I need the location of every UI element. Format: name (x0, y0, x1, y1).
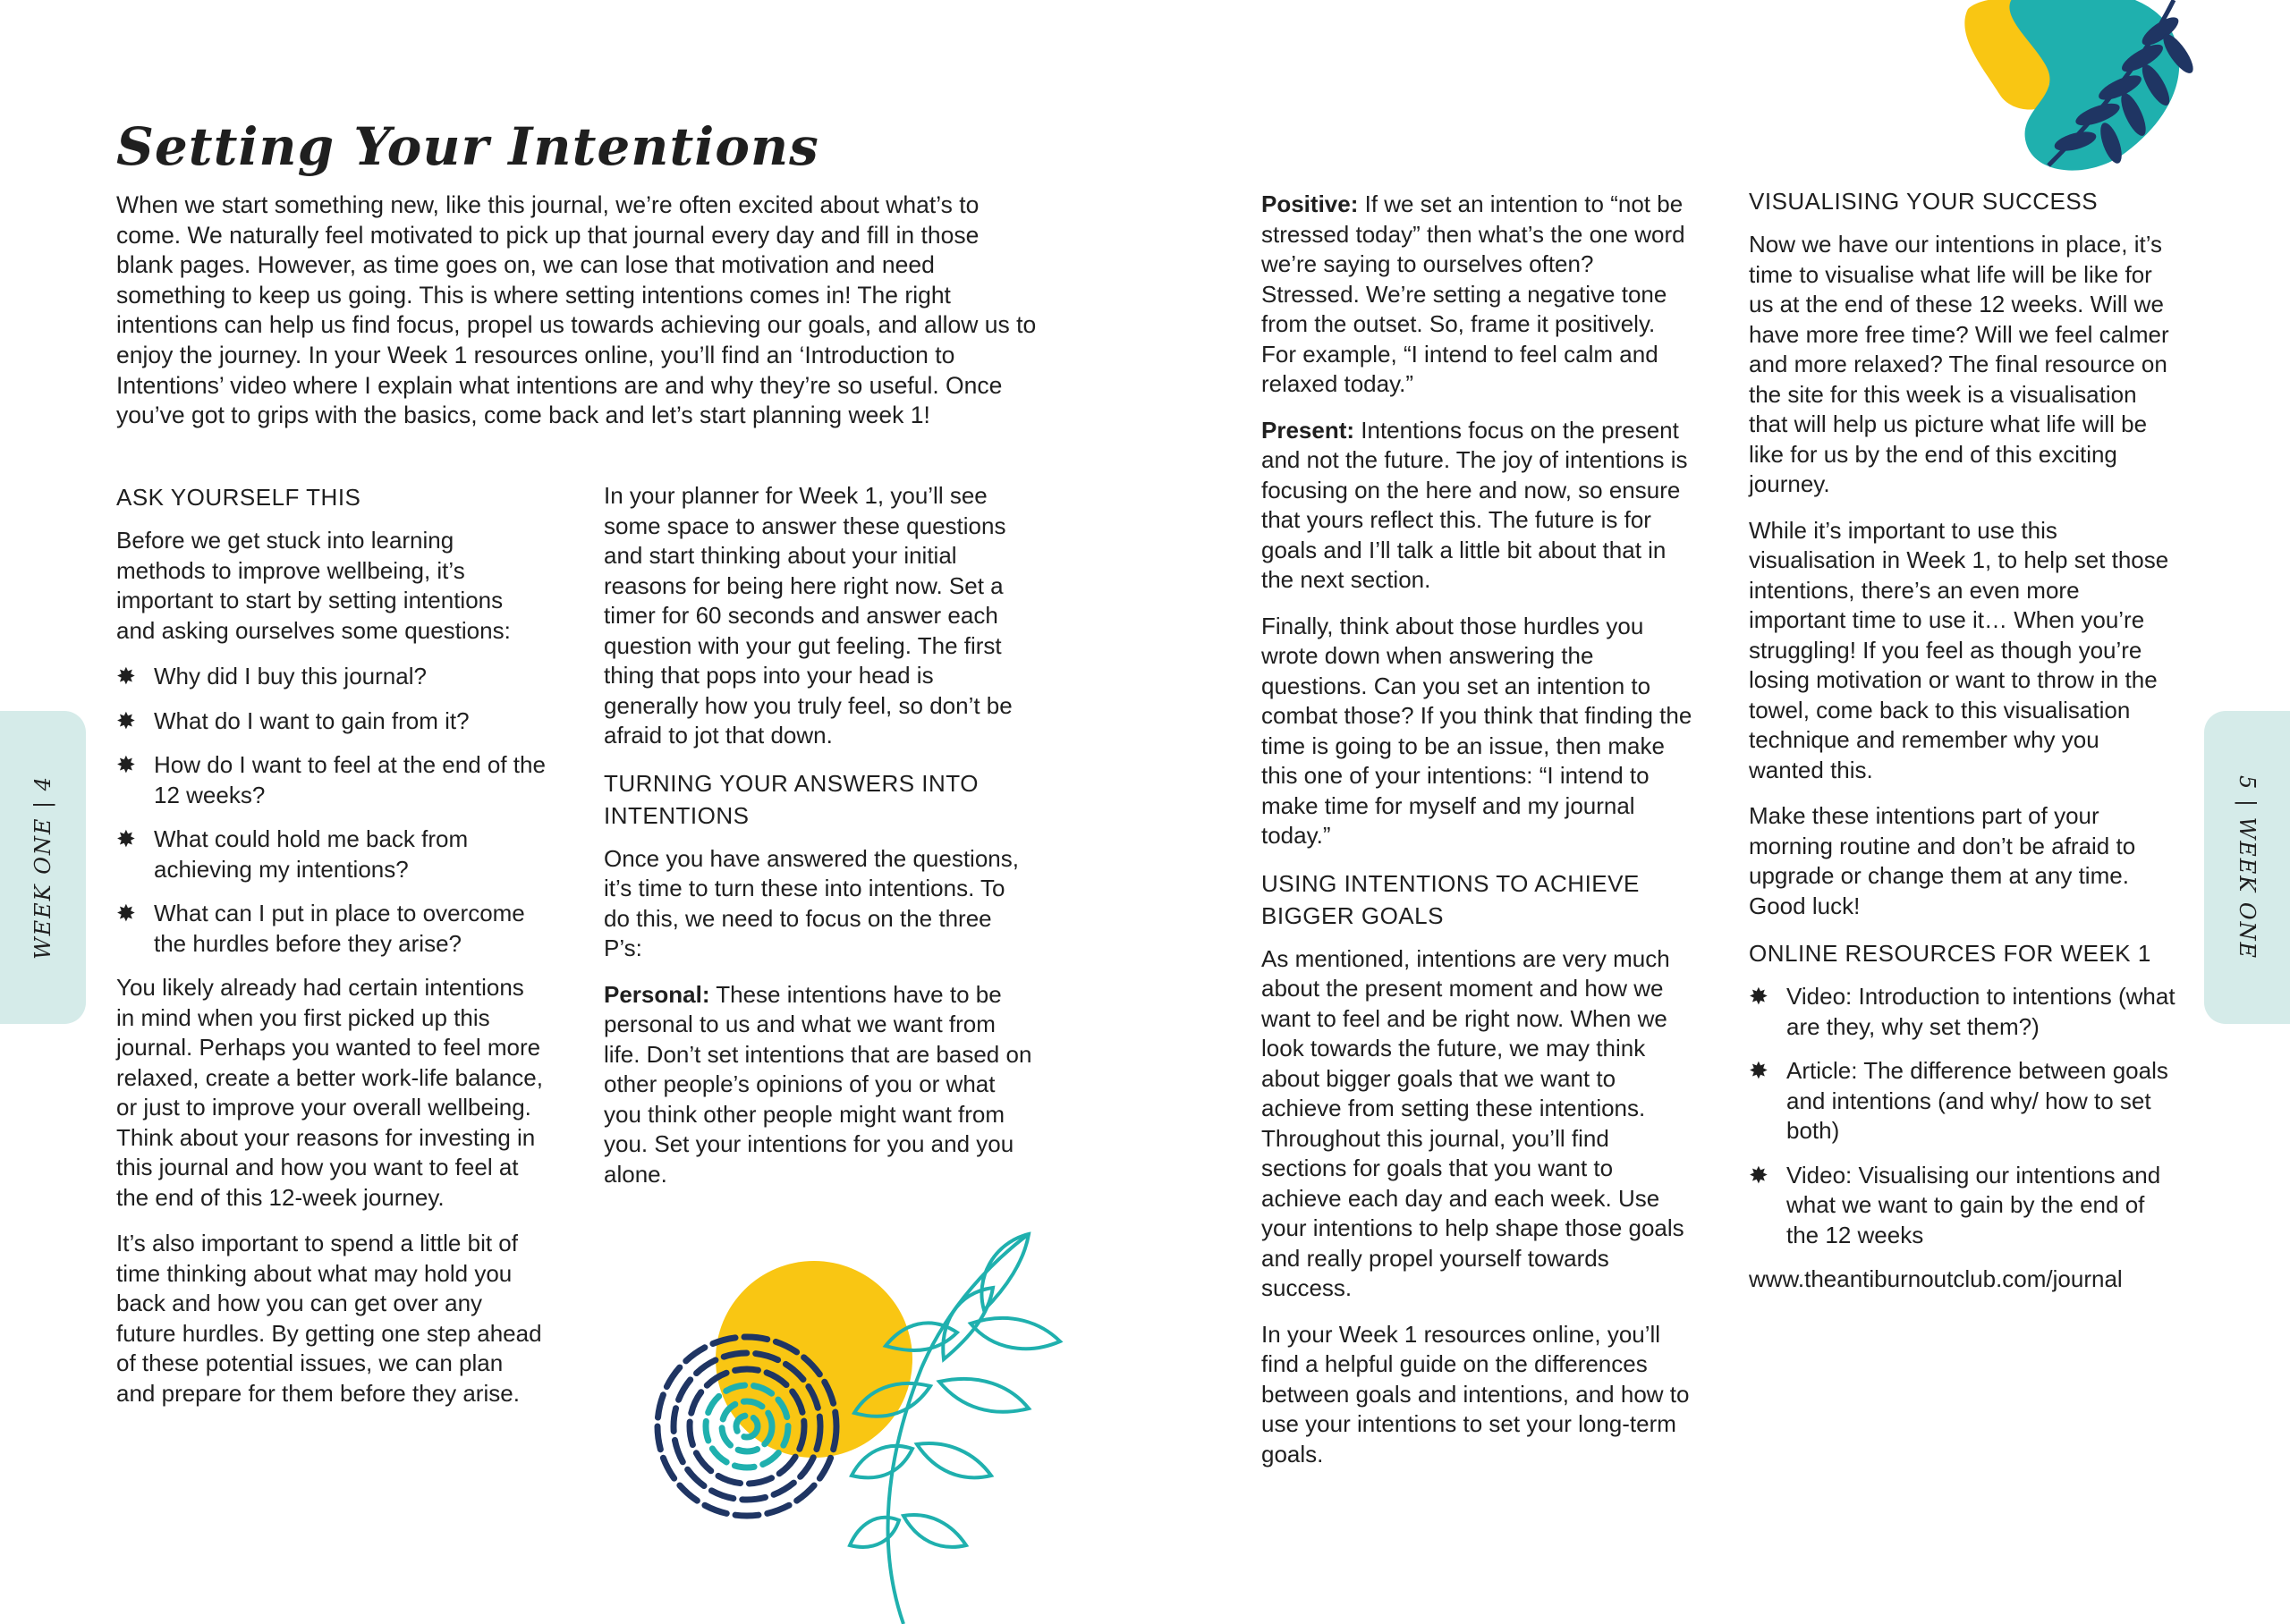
turning-heading: TURNING YOUR ANSWERS INTO INTENTIONS (604, 769, 979, 829)
right-page-tab (2204, 711, 2290, 1024)
right-tab-label: 5 | WEEK ONE (2235, 774, 2260, 960)
intro-paragraph: When we start something new, like this journal, we’re often excited about what’s to come. We naturally feel motivated to pick up that journal every day and fill in those blank pages. However, as time goes on, we can lose that motivation and need something to keep us going. This is where setting intentions comes in! The right intentions can help us find focus, propel us towards achieving our goals, and allow us to enjoy the journey. In your Week 1 resources online, you’ll find an ‘Introduction to Intentions’ video where I explain what intentions are and why they’re so useful. Once you’ve got to grips with the basics, come back and let’s start planning week 1! (116, 191, 1037, 429)
list-item (1749, 1161, 2178, 1251)
question-text: What do I want to gain from it? (154, 706, 470, 734)
present-text: Intentions focus on the present and not the future. The joy of intentions is focusing on the here and now, so ensure that yours reflect this. The future is for goals and I’ll talk a little bit about that in the next section. (1261, 416, 1688, 593)
list-item (116, 662, 546, 692)
left-tab-label: WEEK ONE | 4 (30, 774, 55, 960)
question-text: Why did I buy this journal? (154, 663, 427, 689)
page-title: Setting Your Intentions (116, 116, 819, 177)
ask-paragraph-3: It’s also important to spend a little bit of time thinking about what may hold you back and how you can get over any future hurdles. By getting one step ahead of these potential issues, we can plan and prepare for them before they arise. (116, 1230, 542, 1407)
question-text: What can I put in place to overcome the hurdles before they arise? (154, 900, 525, 957)
list-item (1749, 982, 2178, 1042)
visualise-paragraph-3: Make these intentions part of your morning routine and don’t be afraid to upgrade or change them at any time. Good luck! (1749, 802, 2136, 919)
left-page-tab (0, 711, 86, 1024)
planner-paragraph: In your planner for Week 1, you’ll see some space to answer these questions and start thinking about your initial reasons for being here right now. Set a timer for 60 seconds and answer each question with your gut feeling. The first thing that pops into your head is generally how you truly feel, so don’t be afraid to jot that down. (604, 482, 1013, 749)
resource-text: Video: Visualising our intentions and what we want to gain by the end of the 12 weeks (1786, 1161, 2161, 1248)
personal-label: Personal: (604, 980, 710, 1008)
column-three-ps (1261, 190, 1696, 1485)
list-item (116, 899, 546, 959)
list-item (1749, 1056, 2178, 1146)
present-paragraph (1261, 416, 1696, 596)
list-item (116, 750, 546, 810)
ask-paragraph-2: You likely already had certain intentions in mind when you first picked up this journal. Perhaps you wanted to feel more relaxed, create a better work-life balance, or just to improve your overall wellbeing. Think about your reasons for investing in this journal and how you want to feel at the end of this 12-week journey. (116, 974, 543, 1211)
positive-text: If we set an intention to “not be stressed today” then what’s the one word we’re saying to ourselves often? Stressed. We’re setting a negative tone from the outset. So, frame it positively. For example, “I intend to feel calm and relaxed today.” (1261, 190, 1685, 397)
asterisk-bullet-icon: ✸ (116, 825, 136, 852)
column-visualise (1749, 185, 2178, 1311)
asterisk-bullet-icon: ✸ (116, 706, 136, 734)
visualise-paragraph-1: Now we have our intentions in place, it’s time to visualise what life will be like for us at the end of these 12 weeks. Will we have more free time? Will we feel calmer and more relaxed? The final resource on the site for this week is a visualisation that will help us picture what life will be like for us by the end of this exciting journey. (1749, 231, 2169, 497)
turning-paragraph: Once you have answered the questions, it’s time to turn these into intentions. To do this, we need to focus on the three P’s: (604, 844, 1019, 961)
asterisk-bullet-icon: ✸ (1749, 983, 1768, 1010)
visualise-paragraph-2: While it’s important to use this visualisation in Week 1, to help set those intentions, there’s an even more important time to use it… When you’re struggling! If you feel as though you’re losing motivation or want to throw in the towel, come back to this visualisation technique and remember why you wanted this. (1749, 516, 2169, 783)
goals-paragraph-2: In your Week 1 resources online, you’ll find a helpful guide on the differences between goals and intentions, and how to use your intentions to set your long-term goals. (1261, 1320, 1690, 1468)
resources-list (1749, 982, 2178, 1250)
column-ask-yourself (116, 481, 546, 1425)
asterisk-bullet-icon: ✸ (116, 751, 136, 778)
spiral-leaf-decoration-icon (617, 1225, 1082, 1624)
asterisk-bullet-icon: ✸ (1749, 1057, 1768, 1084)
resources-heading: ONLINE RESOURCES FOR WEEK 1 (1749, 940, 2151, 967)
asterisk-bullet-icon: ✸ (116, 663, 136, 689)
question-text: How do I want to feel at the end of the 12 weeks? (154, 751, 546, 808)
questions-list (116, 662, 546, 959)
ask-heading: ASK YOURSELF THIS (116, 484, 361, 511)
ask-intro: Before we get stuck into learning methods to improve wellbeing, it’s important to start by setting intentions and asking ourselves some questions: (116, 527, 511, 644)
finally-paragraph: Finally, think about those hurdles you wrote down when answering the questions. Can you set an intention to combat those? If you think that finding the time is going to be an issue, then make this one of your intentions: “I intend to make time for myself and my journal today.” (1261, 612, 1692, 849)
asterisk-bullet-icon: ✸ (1749, 1161, 1768, 1188)
present-label: Present: (1261, 416, 1355, 444)
visualise-heading: VISUALISING YOUR SUCCESS (1749, 188, 2099, 215)
resource-text: Article: The difference between goals and intentions (and why/ how to set both) (1786, 1057, 2168, 1144)
list-item (116, 825, 546, 884)
goals-heading: USING INTENTIONS TO ACHIEVE BIGGER GOALS (1261, 869, 1640, 929)
resource-text: Video: Introduction to intentions (what are they, why set them?) (1786, 983, 2176, 1040)
personal-paragraph (604, 980, 1033, 1190)
list-item (116, 706, 546, 737)
question-text: What could hold me back from achieving my intentions? (154, 825, 469, 883)
positive-label: Positive: (1261, 190, 1359, 217)
column-planner (604, 481, 1033, 1205)
resources-url[interactable]: www.theantiburnoutclub.com/journal (1749, 1265, 2123, 1292)
personal-text: These intentions have to be personal to us and what we want from life. Don’t set intentions that are based on other people’s opinions of you or what you think other people might want from you. Set your intentions for you and you alone. (604, 980, 1032, 1188)
asterisk-bullet-icon: ✸ (116, 900, 136, 926)
goals-paragraph-1: As mentioned, intentions are very much about the present moment and how we want to feel and be right now. When we look towards the future, we may think about bigger goals that we want to achieve from setting these intentions. Throughout this journal, you’ll find sections for goals that you want to achieve each day and each week. Use your intentions to help shape those goals and really propel yourself towards success. (1261, 944, 1684, 1301)
leaf-blob-decoration-icon (1950, 0, 2290, 179)
positive-paragraph (1261, 190, 1696, 400)
